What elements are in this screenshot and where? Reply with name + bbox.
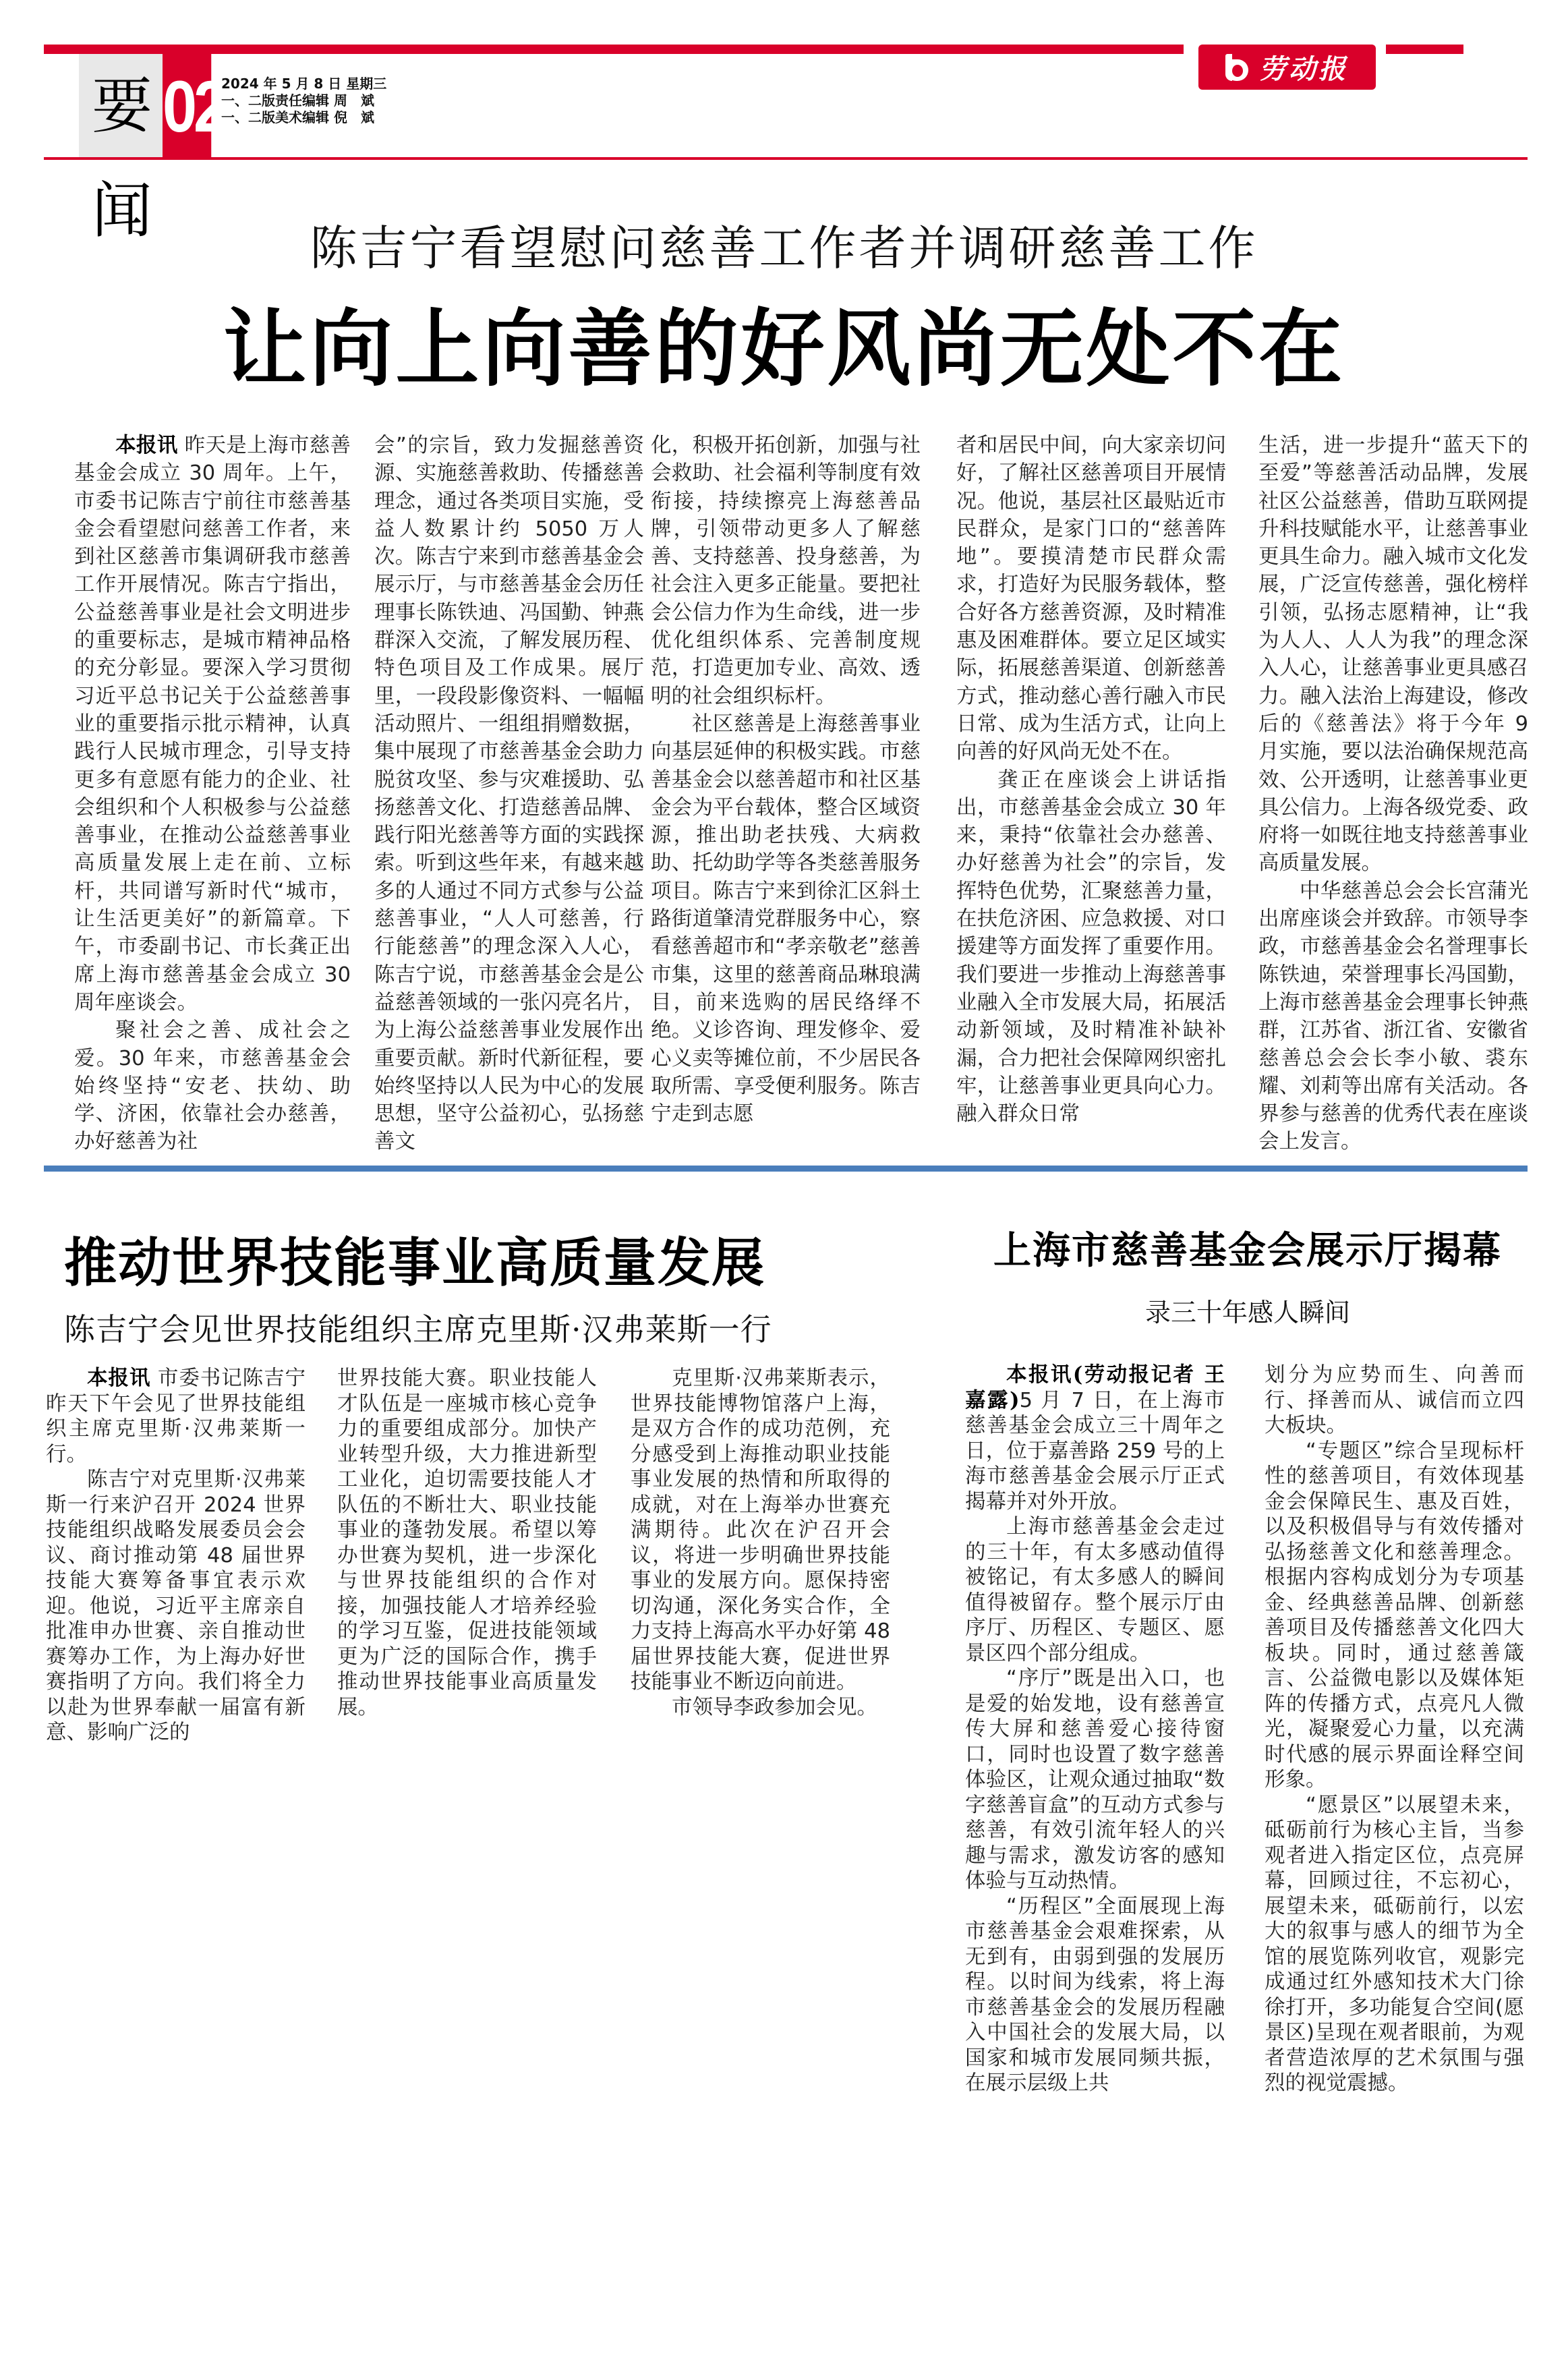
article3-paragraph: 划分为应势而生、向善而行、择善而从、诚信而立四大板块。 — [1265, 1363, 1524, 1437]
article1-column-5 — [1258, 432, 1528, 1156]
article1-column-2 — [374, 432, 644, 1156]
article1-paragraph: 聚社会之善、成社会之爱。30 年来，市慈善基金会始终坚持“安老、扶幼、助学、济困，依靠社会办慈善，办好慈善为社 — [74, 1018, 351, 1154]
date-line: 2024 年 5 月 8 日 星期三 — [221, 76, 387, 92]
art-editor-line: 一、二版美术编辑 倪 斌 — [221, 109, 374, 125]
article1-paragraph: 社区慈善是上海慈善事业向基层延伸的积极实践。市慈善基金会以慈善超市和社区基金会为平台载体，整合区域资源，推出助老扶残、大病救助、托幼助学等各类慈善服务项目。陈吉宁来到徐汇区斜土路街道肇清党群服务中心，察看慈善超市和“孝亲敬老”慈善市集，这里的慈善商品琳琅满目，前来选购的居民络绎不绝。义诊咨询、理发修伞、爱心义卖等摊位前，不少居民各取所需、享受便利服务。陈吉宁走到志愿 — [651, 712, 921, 1126]
masthead-rule-right — [1386, 45, 1463, 54]
article1-paragraph: 龚正在座谈会上讲话指出，市慈善基金会成立 30 年来，秉持“依靠社会办慈善、办好慈善为社会”的宗旨，发挥特色优势，汇聚慈善力量，在扶危济困、应急救援、对口援建等方面发挥了重要作用。我们要进一步推动上海慈善事业融入全市发展大局，拓展活动新领域，及时精准补缺补漏，合力把社会保障网织密扎牢，让慈善事业更具向心力。融入群众日常 — [956, 768, 1226, 1126]
article2-paragraph: 世界技能大赛。职业技能人才队伍是一座城市核心竞争力的重要组成部分。加快产业转型升级，大力推进新型工业化，迫切需要技能人才队伍的不断壮大、职业技能事业的蓬勃发展。希望以筹办世赛为契机，进一步深化与世界技能组织的合作对接，加强技能人才培养经验的学习互鉴，促进技能领域更为广泛的国际合作，携手推动世界技能事业高质量发展。 — [337, 1367, 597, 1719]
article2-headline: 推动世界技能事业高质量发展 — [64, 1232, 766, 1294]
article2-paragraph: 市委书记陈吉宁昨天下午会见了世界技能组织主席克里斯·汉弗莱斯一行。 — [46, 1367, 306, 1466]
article3-subheadline: 录三十年感人瞬间 — [1144, 1298, 1350, 1327]
logo-text: 劳动报 — [1259, 53, 1348, 85]
article3-column-1 — [965, 1362, 1225, 2096]
article1-column-1 — [74, 432, 351, 1156]
masthead-bottom-rule — [44, 157, 1528, 160]
section-name: 要闻 — [79, 54, 163, 159]
article3-lead-label: 本报讯(劳动报记者 王嘉露) — [965, 1362, 1225, 1412]
article3-paragraph: “专题区”综合呈现标杆性的慈善项目，有效体现基金会保障民生、惠及百姓，以及积极倡导与有效传播对 弘扬慈善文化和慈善理念。根据内容构成划分为专项基金、经典慈善品牌、创新慈善项目及传播慈善文化四大板块。同时，通过慈善箴言、公益微电影以及媒体矩阵的传播方式，点亮凡人微光，凝聚爱心力量，以充满时代感的展示界面诠释空间形象。 — [1265, 1439, 1524, 1791]
article2-paragraph: 陈吉宁对克里斯·汉弗莱斯一行来沪召开 2024 世界技能组织战略发展委员会会议、商讨推动第 48 届世界技能大赛筹备事宜表示欢迎。他说，习近平主席亲自批准申办世赛、亲自推动世赛筹办工作，为上海办好世赛指明了方向。我们将全力以赴为世界奉献一届富有新意、影响广泛的 — [46, 1468, 306, 1744]
article1-paragraph: 者和居民中间，向大家亲切问好，了解社区慈善项目开展情况。他说，基层社区最贴近市民群众，是家门口的“慈善阵地”。要摸清楚市民群众需求，打造好为民服务载体，整合好各方慈善资源，及时精准惠及困难群体。要立足区域实际，拓展慈善渠道、创新慈善方式，推动慈心善行融入市民日常、成为生活方式，让向上向善的好风尚无处不在。 — [956, 434, 1226, 764]
article2-paragraph: 克里斯·汉弗莱斯表示，世界技能博物馆落户上海，是双方合作的成功范例，充分感受到上海推动职业技能事业发展的热情和所取得的成就，对在上海举办世赛充满期待。此次在沪召开会议，将进一步明确世界技能事业的发展方向。愿保持密切沟通，深化务实合作，全力支持上海高水平办好第 48 届世界技能大赛，促进世界技能事业不断迈向前进。 — [631, 1367, 890, 1694]
article1-paragraph: 生活，进一步提升“蓝天下的至爱”等慈善活动品牌，发展社区公益慈善，借助互联网提升科技赋能水平，让慈善事业更具生命力。融入城市文化发展，广泛宣传慈善，强化榜样引领，弘扬志愿精神，让“我为人人、人人为我”的理念深入人心，让慈善事业更具感召力。融入法治上海建设，修改后的《慈善法》将于今年 9 月实施，要以法治确保规范高效、公开透明，让慈善事业更具公信力。上海各级党委、政府将一如既往地支持慈善事业高质量发展。 — [1258, 434, 1528, 875]
article1-headline: 让向上向善的好风尚无处不在 — [223, 300, 1345, 398]
article2-lead-label: 本报讯 — [87, 1366, 151, 1390]
article1-column-4 — [956, 432, 1226, 1128]
article3-paragraph: “历程区”全面展现上海市慈善基金会艰难探索，从无到有，由弱到强的发展历程。以时间为线索，将上海市慈善基金会的发展历程融入中国社会的发展大局，以国家和城市发展同频共振，在展示层级上共 — [965, 1894, 1225, 2095]
article1-paragraph: 昨天是上海市慈善基金会成立 30 周年。上午，市委书记陈吉宁前往市慈善基金会看望慰问慈善工作者，来到社区慈善市集调研我市慈善工作开展情况。陈吉宁指出，公益慈善事业是社会文明进步的重要标志，是城市精神品格的充分彰显。要深入学习贯彻习近平总书记关于公益慈善事业的重要指示批示精神，认真践行人民城市理念，引导支持更多有意愿有能力的企业、社会组织和个人积极参与公益慈善事业，在推动公益慈善事业高质量发展上走在前、立标杆，共同谱写新时代“城市，让生活更美好”的新篇章。下午，市委副书记、市长龚正出席上海市慈善基金会成立 30 周年座谈会。 — [74, 434, 351, 1014]
article1-kicker: 陈吉宁看望慰问慈善工作者并调研慈善工作 — [310, 221, 1258, 276]
article1-paragraph: 会”的宗旨，致力发掘慈善资源、实施慈善救助、传播慈善理念，通过各类项目实施，受益人数累计约 5050 万人次。陈吉宁来到市慈善基金会展示厅，与市慈善基金会历任理事长陈铁迪、冯国勤、钟燕群深入交流，了解发展历程、特色项目及工作成果。展厅里，一段段影像资料、一幅幅活动照片、一组组捐赠数据，集中展现了市慈善基金会助力脱贫攻坚、参与灾难援助、弘扬慈善文化、打造慈善品牌、践行阳光慈善等方面的实践探索。听到这些年来，有越来越多的人通过不同方式参与公益慈善事业，“人人可慈善，行行能慈善”的理念深入人心，陈吉宁说，市慈善基金会是公益慈善领域的一张闪亮名片，为上海公益慈善事业发展作出重要贡献。新时代新征程，要始终坚持以人民为中心的发展思想，坚守公益初心，弘扬慈善文 — [374, 434, 644, 1154]
article2-paragraph: 市领导李政参加会见。 — [672, 1695, 877, 1719]
article2-column-2 — [337, 1366, 597, 1720]
page-number: 02 — [163, 54, 211, 159]
logo-mark-icon — [1225, 54, 1248, 81]
article3-paragraph: “序厅”既是出入口，也是爱的始发地，设有慈善宣传大屏和慈善爱心接待窗口，同时也设置了数字慈善体验区，让观众通过抽取“数字慈善盲盒”的互动方式参与慈善，有效引流年轻人的兴趣与需求，激发访客的感知体验与互动热情。 — [965, 1667, 1225, 1893]
newspaper-logo — [1198, 45, 1376, 90]
article3-headline: 上海市慈善基金会展示厅揭幕 — [993, 1228, 1502, 1273]
article3-column-2 — [1265, 1362, 1524, 2096]
article1-column-3 — [651, 432, 921, 1128]
article1-paragraph: 化，积极开拓创新，加强与社会救助、社会福利等制度有效衔接，持续擦亮上海慈善品牌，引领带动更多人了解慈善、支持慈善、投身慈善，为社会注入更多正能量。要把社会公信力作为生命线，进一步优化组织体系、完善制度规范，打造更加专业、高效、透明的社会组织标杆。 — [651, 434, 921, 708]
masthead-rule-left — [44, 45, 1184, 54]
article3-paragraph: 5 月 7 日，在上海市慈善基金会成立三十周年之日，位于嘉善路 259 号的上海市慈善基金会展示厅正式揭幕并对外开放。 — [965, 1388, 1225, 1514]
article1-paragraph: 中华慈善总会会长宫蒲光出席座谈会并致辞。市领导李政，市慈善基金会名誉理事长陈铁迪，荣誉理事长冯国勤，上海市慈善基金会理事长钟燕群，江苏省、浙江省、安徽省慈善总会会长李小敏、裘东耀、刘莉等出席有关活动。各界参与慈善的优秀代表在座谈会上发言。 — [1258, 879, 1528, 1154]
article3-paragraph: 上海市慈善基金会走过的三十年，有太多感动值得被铭记，有太多感人的瞬间值得被留存。整个展示厅由序厅、历程区、专题区、愿景区四个部分组成。 — [965, 1515, 1225, 1665]
edition-meta — [221, 76, 386, 126]
article2-subheadline: 陈吉宁会见世界技能组织主席克里斯·汉弗莱斯一行 — [64, 1311, 772, 1348]
article1-lead-label: 本报讯 — [115, 433, 178, 457]
section-separator — [44, 1166, 1528, 1172]
article2-column-1 — [46, 1366, 306, 1746]
article3-paragraph: “愿景区”以展望未来，砥砺前行为核心主旨，当参观者进入指定区位，点亮屏幕，回顾过往，不忘初心，展望未来，砥砺前行，以宏大的叙事与感人的细节为全馆的展览陈列收官，观影完成通过红外感知技术大门徐徐打开，多功能复合空间(愿景区)呈现在观者眼前，为观者营造浓厚的艺术氛围与强烈的视觉震撼。 — [1265, 1793, 1524, 2095]
editor-line: 一、二版责任编辑 周 斌 — [221, 92, 374, 109]
article2-column-3 — [631, 1366, 890, 1720]
